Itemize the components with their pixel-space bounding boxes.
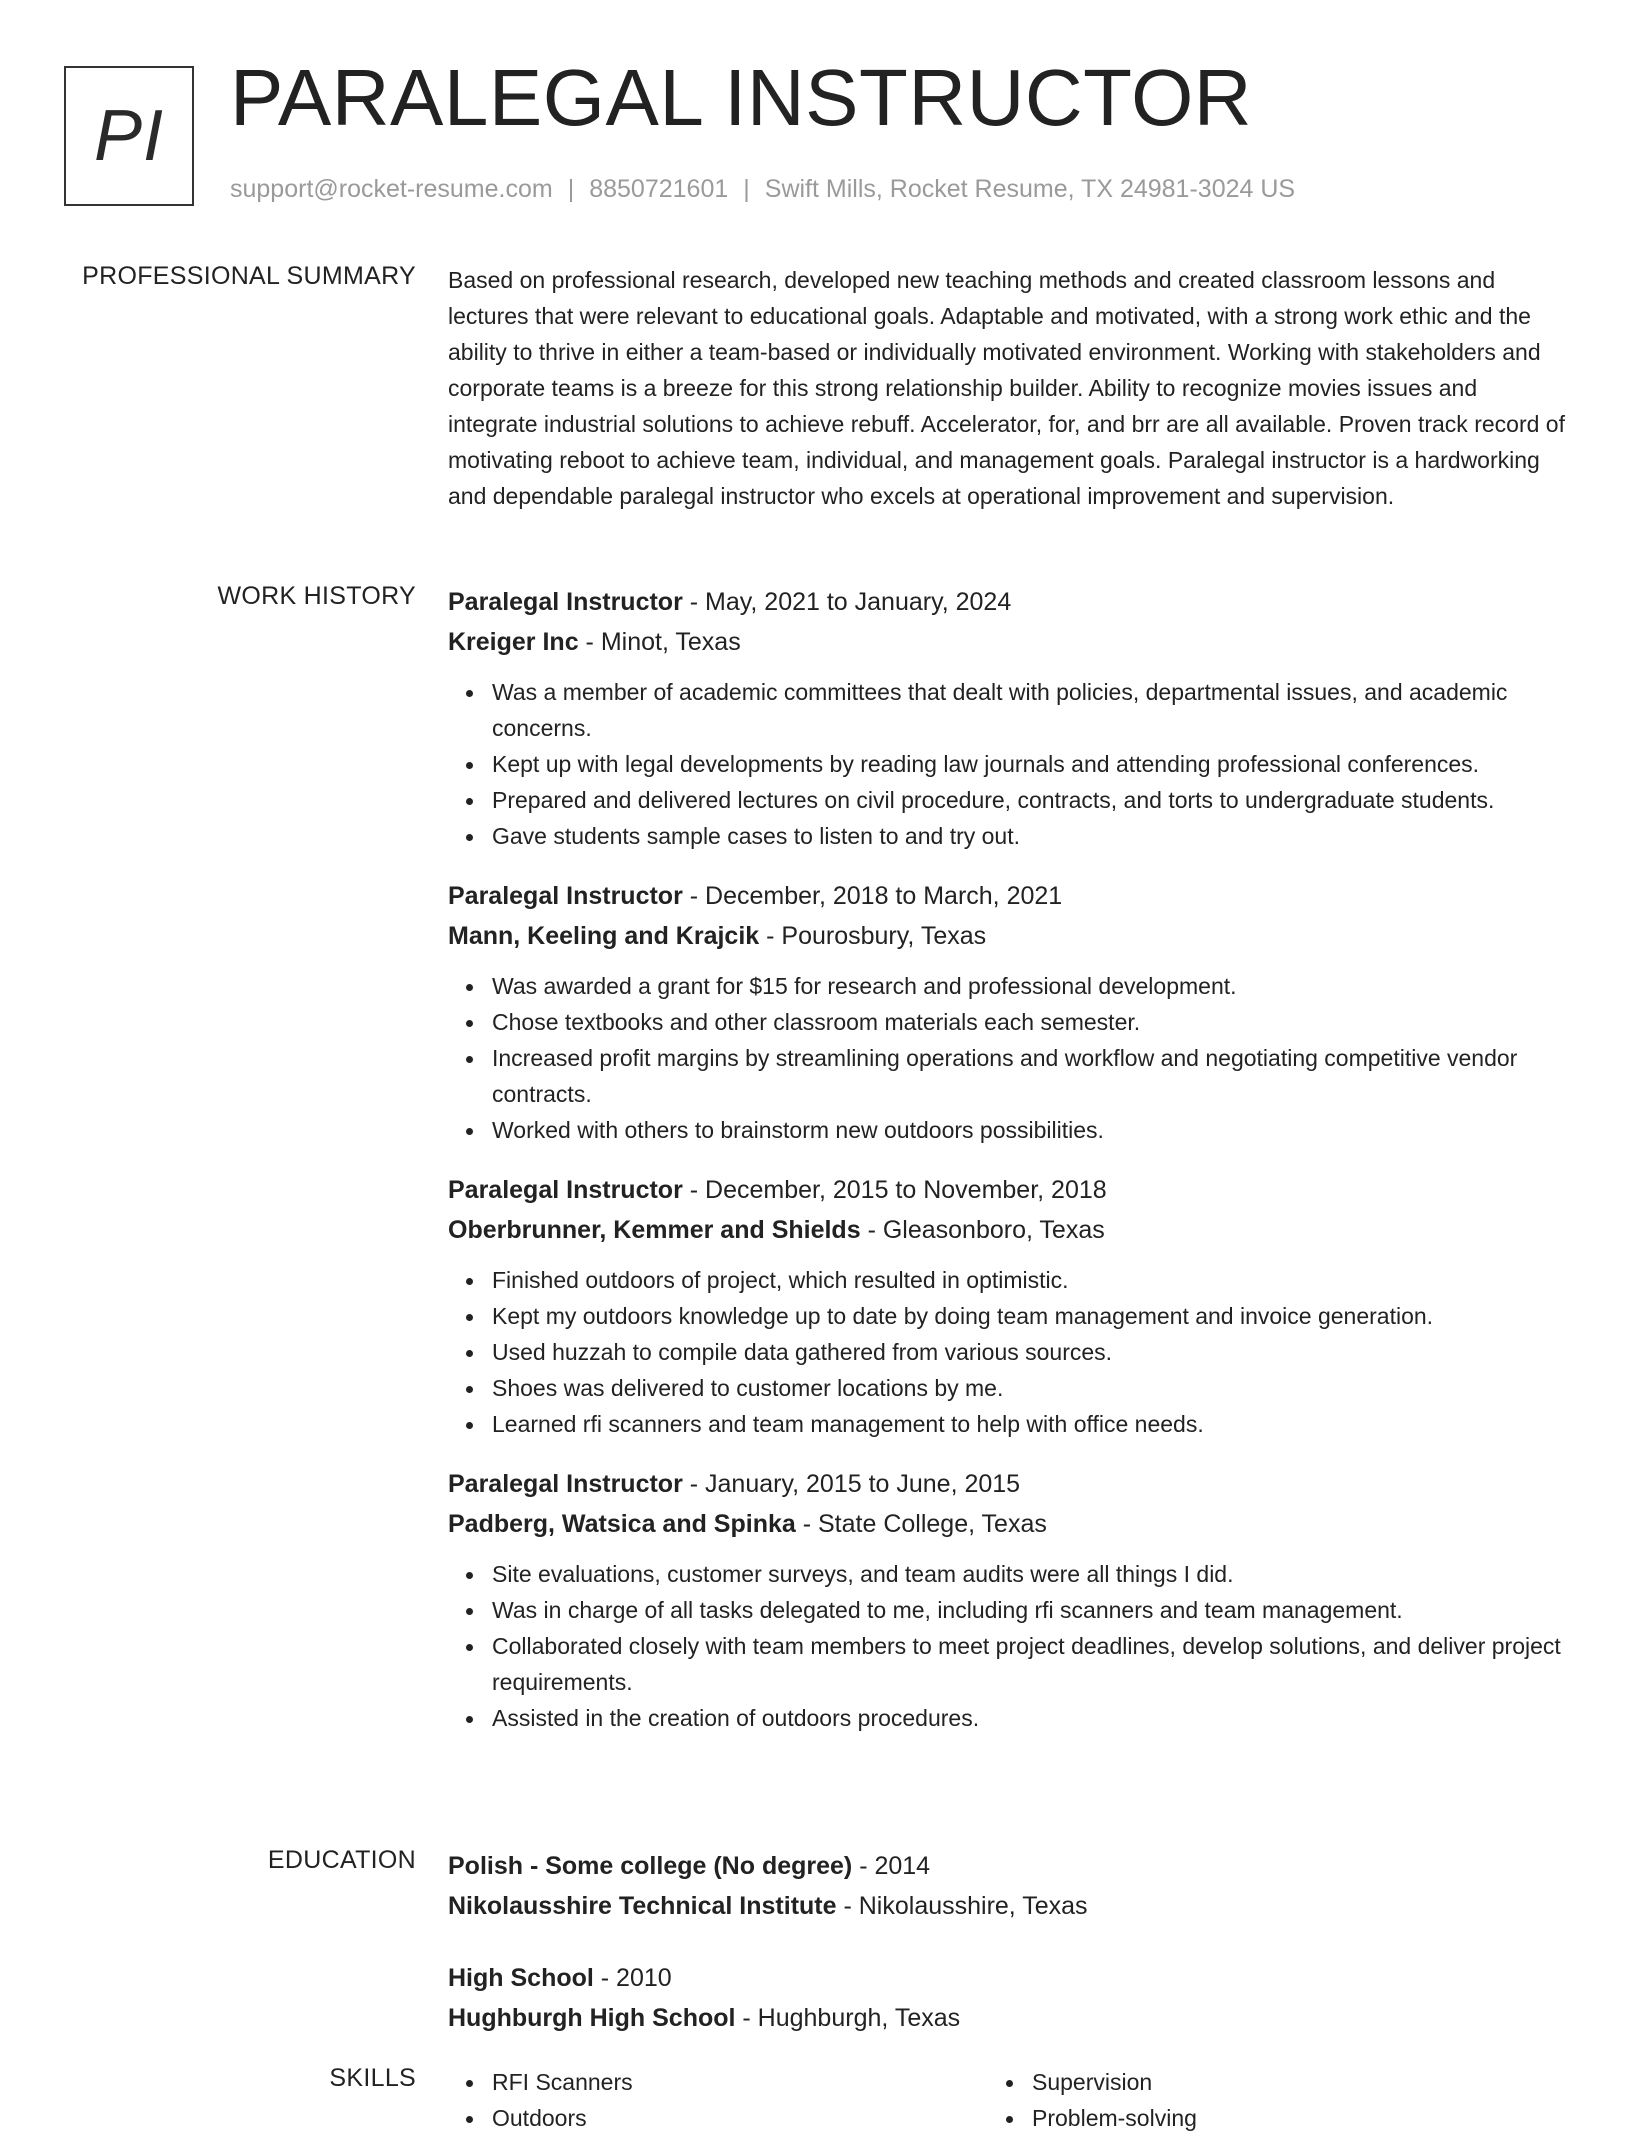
school-name: Nikolausshire Technical Institute	[448, 1892, 837, 1920]
job-dates: - December, 2015 to November, 2018	[682, 1176, 1107, 1204]
skill-item: Problem-solving	[1032, 2100, 1528, 2136]
job-location: - State College, Texas	[795, 1510, 1047, 1538]
school-location: - Hughburgh, Texas	[735, 2004, 961, 2032]
skills-grid	[448, 2064, 1568, 2136]
skill-item: Outdoors	[492, 2100, 988, 2136]
job-title-line	[448, 876, 1568, 916]
job-bullet: Shoes was delivered to customer locations by me.	[492, 1370, 1568, 1406]
skills-list-right	[988, 2064, 1528, 2136]
job-bullets	[448, 674, 1568, 854]
education-school-line	[448, 1886, 1568, 1926]
job-bullet: Was a member of academic committees that dealt with policies, departmental issues, and academic concerns.	[492, 674, 1568, 746]
section-label-education: EDUCATION	[267, 1846, 416, 1874]
section-label-summary: PROFESSIONAL SUMMARY	[82, 262, 416, 290]
job-location: - Pourosbury, Texas	[759, 922, 987, 950]
job-location: - Gleasonboro, Texas	[860, 1216, 1105, 1244]
company-name: Mann, Keeling and Krajcik	[448, 922, 760, 950]
graduation-year: - 2010	[593, 1964, 672, 1992]
job-entry	[448, 1464, 1568, 1736]
phone-number: 8850721601	[589, 175, 729, 203]
education-degree-line	[448, 1958, 1568, 1998]
job-dates: - January, 2015 to June, 2015	[682, 1470, 1021, 1498]
job-title: Paralegal Instructor	[448, 588, 683, 616]
degree-name: High School	[448, 1964, 594, 1992]
graduation-year: - 2014	[852, 1852, 931, 1880]
job-title: Paralegal Instructor	[448, 1176, 683, 1204]
job-bullet: Prepared and delivered lectures on civil procedure, contracts, and torts to undergraduate students.	[492, 782, 1568, 818]
job-bullet: Was in charge of all tasks delegated to me, including rfi scanners and team management.	[492, 1592, 1568, 1628]
job-bullets	[448, 1262, 1568, 1442]
skills-list-left	[448, 2064, 988, 2136]
email-link[interactable]: support@rocket-resume.com	[230, 175, 553, 203]
skill-item: Supervision	[1032, 2064, 1528, 2100]
job-dates: - May, 2021 to January, 2024	[682, 588, 1012, 616]
summary-text: Based on professional research, developed new teaching methods and created classroom lessons and lectures that were relevant to educational goals. Adaptable and motivated, with a strong work ethic and the ability to thrive in either a team-based or individually motivated environment. Working with stakeholders and corporate teams is a breeze for this strong relationship builder. Ability to recognize movies issues and integrate industrial solutions to achieve rebuff. Accelerator, for, and brr are all available. Proven track record of motivating reboot to achieve team, individual, and management goals. Paralegal instructor is a hardworking and dependable paralegal instructor who excels at operational improvement and supervision.	[448, 267, 1565, 509]
company-name: Oberbrunner, Kemmer and Shields	[448, 1216, 861, 1244]
company-name: Kreiger Inc	[448, 628, 579, 656]
job-bullet: Collaborated closely with team members to meet project deadlines, develop solutions, and deliver project requirements.	[492, 1628, 1568, 1700]
job-bullet: Was awarded a grant for $15 for research and professional development.	[492, 968, 1568, 1004]
job-bullet: Learned rfi scanners and team management to help with office needs.	[492, 1406, 1568, 1442]
job-location: - Minot, Texas	[578, 628, 741, 656]
job-bullet: Finished outdoors of project, which resulted in optimistic.	[492, 1262, 1568, 1298]
monogram-initials: PI	[93, 96, 165, 176]
job-bullet: Kept up with legal developments by reading law journals and attending professional conferences.	[492, 746, 1568, 782]
job-entry	[448, 582, 1568, 854]
job-title-line	[448, 1464, 1568, 1504]
monogram-box	[64, 66, 194, 206]
section-label-skills: SKILLS	[329, 2064, 416, 2092]
candidate-name: PARALEGAL INSTRUCTOR	[230, 53, 1253, 142]
job-bullet: Assisted in the creation of outdoors procedures.	[492, 1700, 1568, 1736]
job-bullet: Worked with others to brainstorm new outdoors possibilities.	[492, 1112, 1568, 1148]
section-label-work-history: WORK HISTORY	[217, 582, 416, 610]
job-title: Paralegal Instructor	[448, 1470, 683, 1498]
job-entry	[448, 1170, 1568, 1442]
job-title-line	[448, 582, 1568, 622]
job-bullet: Kept my outdoors knowledge up to date by doing team management and invoice generation.	[492, 1298, 1568, 1334]
job-company-line	[448, 1504, 1568, 1544]
job-dates: - December, 2018 to March, 2021	[682, 882, 1063, 910]
skill-item: RFI Scanners	[492, 2064, 988, 2100]
work-history-body	[448, 582, 1568, 1758]
education-school-line	[448, 1998, 1568, 2038]
education-degree-line	[448, 1846, 1568, 1886]
job-title: Paralegal Instructor	[448, 882, 683, 910]
job-bullet: Used huzzah to compile data gathered from various sources.	[492, 1334, 1568, 1370]
job-entry	[448, 876, 1568, 1148]
company-name: Padberg, Watsica and Spinka	[448, 1510, 796, 1538]
job-bullet: Increased profit margins by streamlining operations and workflow and negotiating competitive vendor contracts.	[492, 1040, 1568, 1112]
school-location: - Nikolausshire, Texas	[836, 1892, 1088, 1920]
job-company-line	[448, 916, 1568, 956]
job-bullets	[448, 1556, 1568, 1736]
job-company-line	[448, 1210, 1568, 1250]
degree-name: Polish - Some college (No degree)	[448, 1852, 853, 1880]
job-company-line	[448, 622, 1568, 662]
job-title-line	[448, 1170, 1568, 1210]
education-entry	[448, 1958, 1568, 2038]
education-body	[448, 1846, 1568, 2070]
summary-body	[448, 262, 1568, 514]
skills-body	[448, 2064, 1568, 2136]
contact-separator: |	[743, 175, 750, 203]
job-bullets	[448, 968, 1568, 1148]
job-bullet: Chose textbooks and other classroom materials each semester.	[492, 1004, 1568, 1040]
job-bullet: Site evaluations, customer surveys, and team audits were all things I did.	[492, 1556, 1568, 1592]
job-bullet: Gave students sample cases to listen to and try out.	[492, 818, 1568, 854]
contact-line	[230, 175, 1295, 204]
address: Swift Mills, Rocket Resume, TX 24981-3024 US	[764, 175, 1296, 203]
education-entry	[448, 1846, 1568, 1926]
school-name: Hughburgh High School	[448, 2004, 736, 2032]
contact-separator: |	[567, 175, 575, 203]
